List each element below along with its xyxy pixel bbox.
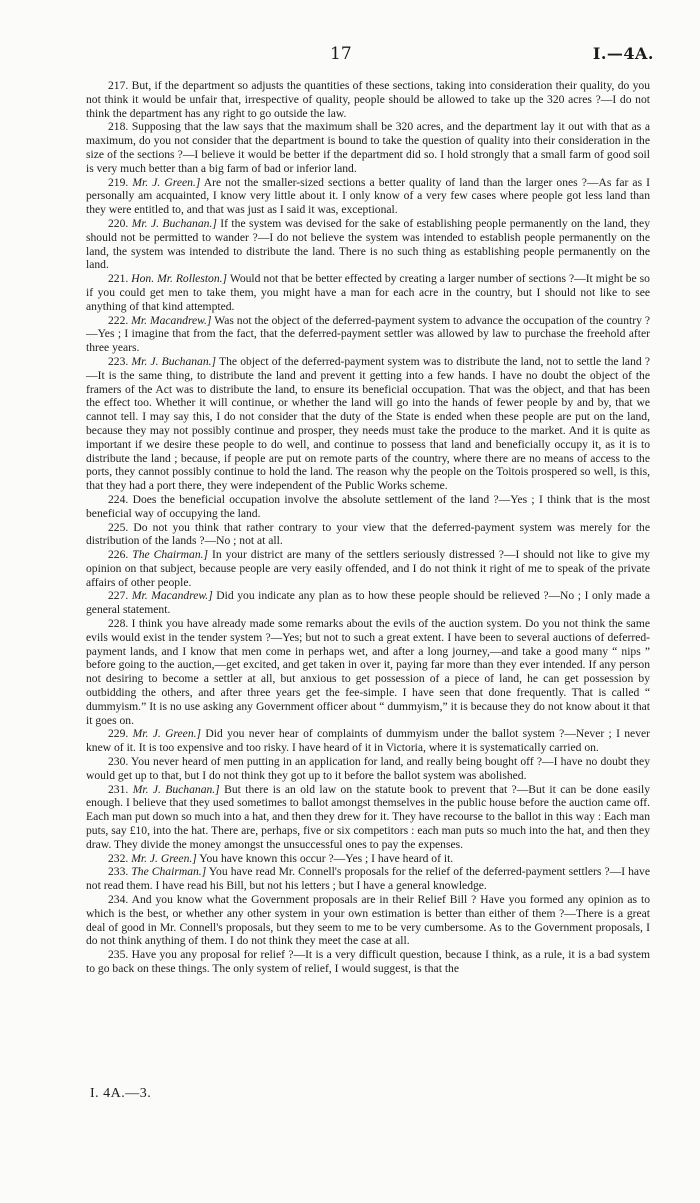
question-paragraph (86, 314, 650, 355)
question-paragraph (86, 852, 650, 866)
question-text: Did you never hear of complaints of dummyism under the ballot system ?—Never ; I never knew of it. It is too expensive and too risky. I have heard of it in Victoria, where it is systematically carried on. (86, 727, 651, 755)
question-text: You have read Mr. Connell's proposals for the relief of the deferred-payment settlers ?—I have not read them. I have read his Bill, but not his letters ; but I have a general knowledge. (86, 865, 650, 893)
question-paragraph (86, 176, 650, 217)
speaker-name: Mr. J. Buchanan.] (131, 354, 217, 368)
question-number: 223. (108, 354, 129, 368)
question-text: But there is an old law on the statute book to prevent that ?—But it can be done easily enough. I believe that they used sometimes to ballot amongst themselves in the public house before the auction came off. Each man put down so much into a hat, and then they drew for it. They have recourse to the ballot in this way : Each man puts, say £10, into the hat. There are, perhaps, five or six competitors : each man puts so much into the hat, and then they draw. They divide the money amongst the unsuccessful ones to pay the expenses. (86, 782, 651, 851)
question-text: The object of the deferred-payment system was to distribute the land, not to settle the land ?—It is the same thing, to distribute the land and prevent it getting into a few hands. I have no doubt the object of the framers of the Act was to distribute the land, to ensure its beneficial occupation. That was the object, and that has been the effect too. Whether it will continue, or whether the land will go into the hands of fewer people by and by, that we cannot tell. I may say this, I do not consider that the duty of the State is ended when these people are put on the land, because they may not possibly continue and prosper, they needs must take the produce to the market. And it is quite as important if we desire these people to do well, and continue to possess that land and beneficially occupy it, as it is to distribute the land ; because, if people are put on remote parts of the country, where there are no means of access to the ports, they cannot possibly continue to hold the land. The reason why the people on the Toitois prospered so well, is this, that they had a port there, they were independent of the Public Works scheme. (86, 354, 650, 493)
question-paragraph (86, 79, 650, 120)
question-text: You have known this occur ?—Yes ; I have heard of it. (199, 851, 454, 865)
question-number: 225. (108, 520, 129, 534)
question-number: 221. (108, 272, 129, 286)
question-paragraph (86, 521, 650, 549)
question-text: In your district are many of the settlers seriously distressed ?—I should not like to give my opinion on that subject, because people are very easily offended, and I do not think it right of me to speak of the private affairs of other people. (86, 548, 650, 589)
question-number: 222. (108, 313, 129, 327)
question-number: 230. (108, 755, 129, 769)
question-text: But, if the department so adjusts the quantities of these sections, taking into consideration their quality, do you not think it would be unfair that, irrespective of quality, people should be allowed to take up the 320 acres ?—I do not think the department has any right to go outside the law. (86, 79, 650, 120)
question-number: 219. (108, 175, 129, 189)
question-number: 232. (108, 851, 129, 865)
question-paragraph (86, 217, 650, 272)
question-number: 217. (108, 79, 129, 92)
question-text: Supposing that the law says that the maximum shall be 320 acres, and the department lay it out with that as a maximum, do you not consider that the department is bound to take the question of quality into their consideration in the size of the sections ?—I believe it would be better if the department did so. I hold strongly that a small farm of good soil is very much better than a big farm of bad or inferior land. (86, 120, 650, 175)
question-text: Did you indicate any plan as to how these people should be relieved ?—No ; I only made a general statement. (86, 589, 650, 617)
question-paragraph (86, 783, 650, 852)
speaker-name: Hon. Mr. Rolleston.] (131, 272, 228, 286)
question-paragraph (86, 948, 650, 976)
question-text: Would not that be better effected by creating a larger number of sections ?—It might be so if you could get men to take them, you might have a man for each acre in the country, but I should not like to see anything of that kind attempted. (86, 272, 650, 313)
question-paragraph (86, 120, 650, 175)
question-paragraph (86, 727, 650, 755)
question-number: 226. (108, 548, 129, 562)
question-text: Have you any proposal for relief ?—It is a very difficult question, because I think, as a rule, it is a bad system to go back on these things. The only system of relief, I would suggest, is that the (86, 948, 651, 975)
page-header (0, 44, 700, 68)
speaker-name: Mr. J. Buchanan.] (131, 216, 217, 230)
question-paragraph (86, 548, 650, 589)
page-number: 17 (330, 44, 352, 64)
speaker-name: Mr. Macandrew.] (131, 589, 213, 603)
testimony-body (86, 79, 650, 976)
question-paragraph (86, 865, 650, 893)
question-paragraph (86, 893, 650, 948)
document-reference: I.—4A. (592, 44, 654, 63)
question-text: If the system was devised for the sake of establishing people permanently on the land, they should not be permitted to wander ?—I do not believe the system was intended to establish people permanently on the land, the system was intended to distribute the land. There is no such thing as establishing people permanently on the land. (86, 216, 650, 272)
question-text: Do not you think that rather contrary to your view that the deferred-payment system was merely for the distribution of the lands ?—No ; not at all. (86, 520, 650, 548)
speaker-name: Mr. Macandrew.] (131, 313, 212, 327)
question-number: 233. (108, 865, 129, 879)
question-number: 228. (108, 617, 129, 631)
speaker-name: Mr. J. Buchanan.] (132, 782, 220, 796)
question-text: Does the beneficial occupation involve the absolute settlement of the land ?—Yes ; I think that is the most beneficial way of occupying the land. (86, 492, 650, 520)
question-paragraph (86, 617, 650, 727)
sheet-signature: I. 4A.—3. (90, 1086, 152, 1101)
question-paragraph (86, 755, 650, 783)
question-number: 229. (108, 727, 129, 741)
question-text: I think you have already made some remarks about the evils of the auction system. Do you not think the same evils would exist in the tender system ?—Yes; but not to such a great extent. I have been to several auctions of deferred-payment lands, and I know that men come in perhaps wet, and after a long journey,—and take a good many “ nips ” before going to the auction,—get excited, and get taken in over it, paying far more than they ever intended. If any person not desiring to become a settler at all, but anxious to get possession of a piece of land, he can get possession by outbidding the others, and after three years get the fee-simple. I have seen that done frequently. That is called “ dummyism.” It is no use asking any Government officer about “ dummyism,” it is because they do not know about it that it goes on. (86, 617, 650, 727)
question-paragraph (86, 355, 650, 493)
question-number: 218. (108, 120, 129, 134)
question-number: 224. (108, 492, 129, 506)
question-number: 231. (108, 782, 129, 796)
question-text: Are not the smaller-sized sections a better quality of land than the larger ones ?—As far as I personally am acquainted, I know very little about it. I only know of a very few cases where people got less land than they were entitled to, and that was just as I said it was, exceptional. (86, 175, 651, 217)
speaker-name: Mr. J. Green.] (132, 727, 202, 741)
speaker-name: The Chairman.] (131, 865, 207, 879)
question-number: 234. (108, 893, 129, 907)
question-text: You never heard of men putting in an application for land, and really being bought off ?—I have no doubt they would get up to that, but I do not think they got up to it before the ballot system was abolished. (86, 755, 651, 782)
question-text: And you know what the Government proposals are in their Relief Bill ? Have you formed any opinion as to which is the best, or whether any other system in your own estimation is better than either of them ?—There is a great deal of good in Mr. Connell's proposals, but they seem to me to be very cumbersome. As to the Government proposals, I do not think anything of them. I do not think they meet the case at all. (86, 893, 650, 948)
question-paragraph (86, 272, 650, 313)
question-paragraph (86, 493, 650, 521)
question-number: 235. (108, 948, 129, 962)
question-number: 220. (108, 216, 129, 230)
question-paragraph (86, 589, 650, 617)
speaker-name: Mr. J. Green.] (131, 851, 197, 865)
speaker-name: Mr. J. Green.] (132, 175, 201, 189)
question-text: Was not the object of the deferred-payment system to advance the occupation of the country ?—Yes ; I imagine that from the fact, that the deferred-payment settler was allowed by law to purchase the freehold after three years. (86, 313, 650, 355)
question-number: 227. (108, 589, 129, 603)
speaker-name: The Chairman.] (132, 548, 209, 562)
